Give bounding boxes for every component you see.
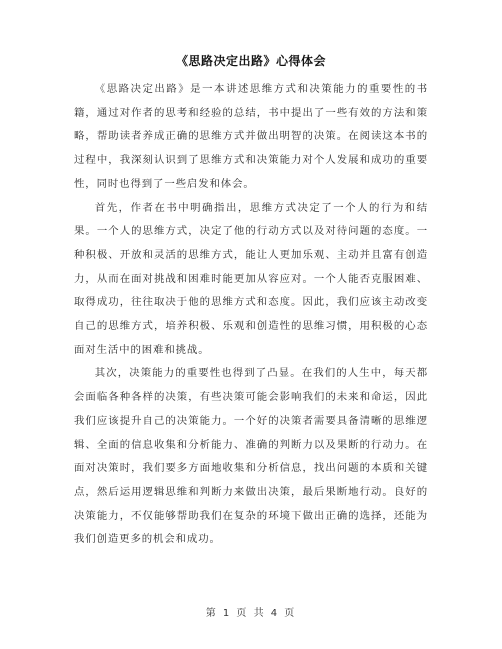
document-body: [74, 78, 428, 552]
paragraph-intro: 《思路决定出路》是一本讲述思维方式和决策能力的重要性的书籍，通过对作者的思考和经验的总结，书中提出了一些有效的方法和策略，帮助读者养成正确的思维方式并做出明智的决策。在阅读这本书的过程中，我深刻认识到了思维方式和决策能力对个人发展和成功的重要性，同时也得到了一些启发和体会。: [74, 83, 428, 190]
paragraph-decision: 其次，决策能力的重要性也得到了凸显。在我们的人生中，每天都会面临各种各样的决策，有些决策可能会影响我们的未来和命运，因此我们应该提升自己的决策能力。一个好的决策者需要具备清晰的思维逻辑、全面的信息收集和分析能力、准确的判断力以及果断的行动力。在面对决策时，我们要多方面地收集和分析信息，找出问题的本质和关键点，然后运用逻辑思维和判断力来做出决策，最后果断地行动。良好的决策能力，不仅能够帮助我们在复杂的环境下做出正确的选择，还能为我们创造更多的机会和成功。: [74, 367, 428, 546]
page-number-footer: 第 1 页 共 4 页: [205, 608, 297, 619]
paragraph-thinking: 首先，作者在书中明确指出，思维方式决定了一个人的行为和结果。一个人的思维方式，决定了他的行动方式以及对待问题的态度。一种积极、开放和灵活的思维方式，能让人更加乐观、主动并且富有创造力，从而在面对挑战和困难时能更加从容应对。一个人能否克服困难、取得成功，往往取决于他的思维方式和态度。因此，我们应该主动改变自己的思维方式，培养积极、乐观和创造性的思维习惯，用积极的心态面对生活中的困难和挑战。: [74, 201, 428, 356]
document-title: 《思路决定出路》心得体会: [175, 54, 326, 68]
